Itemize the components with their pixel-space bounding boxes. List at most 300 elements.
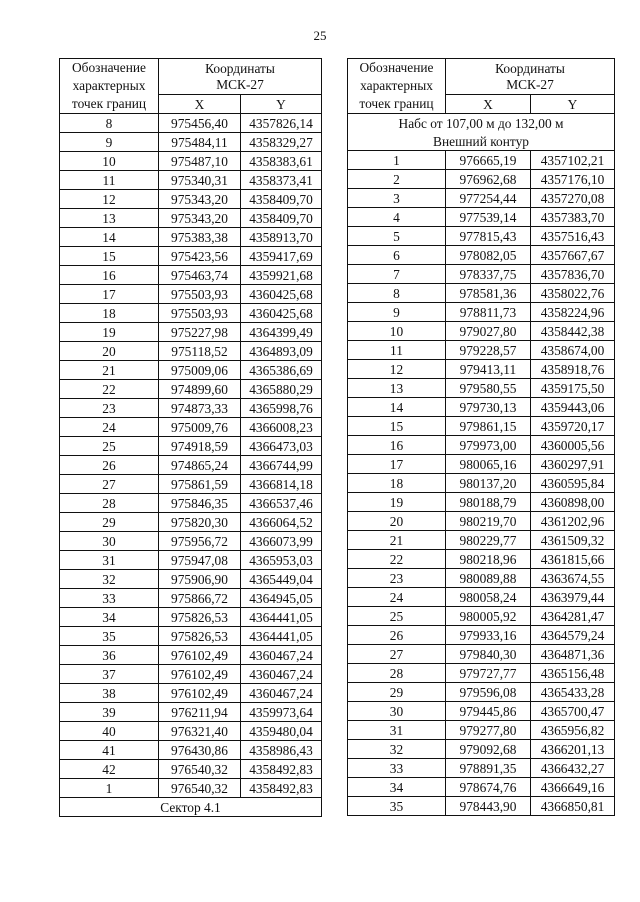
x-coordinate: 975456,40 bbox=[159, 114, 241, 133]
x-header: X bbox=[446, 95, 531, 114]
x-coordinate: 976540,32 bbox=[159, 779, 241, 798]
y-coordinate: 4360297,91 bbox=[531, 455, 615, 474]
y-coordinate: 4366850,81 bbox=[531, 797, 615, 816]
table-row bbox=[348, 607, 615, 626]
y-coordinate: 4357836,70 bbox=[531, 265, 615, 284]
coordinates-header: Координаты МСК-27 bbox=[446, 59, 615, 95]
y-coordinate: 4360425,68 bbox=[241, 285, 322, 304]
x-coordinate: 980219,70 bbox=[446, 512, 531, 531]
table-row bbox=[60, 627, 322, 646]
point-number: 34 bbox=[348, 778, 446, 797]
point-number: 10 bbox=[60, 152, 159, 171]
table-row bbox=[60, 570, 322, 589]
point-number: 35 bbox=[60, 627, 159, 646]
y-coordinate: 4364441,05 bbox=[241, 608, 322, 627]
table-row bbox=[348, 417, 615, 436]
y-coordinate: 4359175,50 bbox=[531, 379, 615, 398]
point-number: 28 bbox=[348, 664, 446, 683]
x-coordinate: 980229,77 bbox=[446, 531, 531, 550]
x-coordinate: 976102,49 bbox=[159, 684, 241, 703]
y-coordinate: 4365156,48 bbox=[531, 664, 615, 683]
point-number: 38 bbox=[60, 684, 159, 703]
x-coordinate: 979973,00 bbox=[446, 436, 531, 455]
table-row bbox=[60, 266, 322, 285]
point-number: 8 bbox=[348, 284, 446, 303]
point-number: 25 bbox=[348, 607, 446, 626]
table-row bbox=[348, 398, 615, 417]
x-coordinate: 980218,96 bbox=[446, 550, 531, 569]
table-row bbox=[348, 170, 615, 189]
table-row bbox=[60, 285, 322, 304]
y-coordinate: 4358492,83 bbox=[241, 760, 322, 779]
x-coordinate: 976665,19 bbox=[446, 151, 531, 170]
y-coordinate: 4357516,43 bbox=[531, 227, 615, 246]
table-row bbox=[60, 532, 322, 551]
point-number: 24 bbox=[60, 418, 159, 437]
x-coordinate: 979840,30 bbox=[446, 645, 531, 664]
point-number: 33 bbox=[348, 759, 446, 778]
point-number: 17 bbox=[348, 455, 446, 474]
y-coordinate: 4364945,05 bbox=[241, 589, 322, 608]
x-coordinate: 978811,73 bbox=[446, 303, 531, 322]
point-number: 34 bbox=[60, 608, 159, 627]
x-coordinate: 978674,76 bbox=[446, 778, 531, 797]
point-number: 35 bbox=[348, 797, 446, 816]
table-row bbox=[60, 494, 322, 513]
point-number: 20 bbox=[348, 512, 446, 531]
x-coordinate: 975009,06 bbox=[159, 361, 241, 380]
table-row bbox=[348, 246, 615, 265]
point-number: 5 bbox=[348, 227, 446, 246]
right-table-body bbox=[348, 114, 615, 816]
sector-footer: Сектор 4.1 bbox=[60, 798, 322, 817]
y-coordinate: 4359921,68 bbox=[241, 266, 322, 285]
left-table-body bbox=[60, 114, 322, 798]
x-coordinate: 979861,15 bbox=[446, 417, 531, 436]
table-row bbox=[348, 531, 615, 550]
table-row bbox=[60, 608, 322, 627]
x-coordinate: 975343,20 bbox=[159, 190, 241, 209]
y-coordinate: 4364893,09 bbox=[241, 342, 322, 361]
table-row bbox=[348, 569, 615, 588]
point-number: 19 bbox=[60, 323, 159, 342]
x-coordinate: 976962,68 bbox=[446, 170, 531, 189]
point-number: 22 bbox=[60, 380, 159, 399]
y-coordinate: 4358409,70 bbox=[241, 209, 322, 228]
table-row bbox=[348, 550, 615, 569]
table-row bbox=[60, 228, 322, 247]
table-row bbox=[60, 665, 322, 684]
table-row bbox=[348, 303, 615, 322]
point-number: 23 bbox=[60, 399, 159, 418]
point-number: 14 bbox=[348, 398, 446, 417]
y-coordinate: 4365998,76 bbox=[241, 399, 322, 418]
table-row bbox=[60, 513, 322, 532]
point-number: 27 bbox=[348, 645, 446, 664]
table-row bbox=[60, 456, 322, 475]
point-number: 23 bbox=[348, 569, 446, 588]
x-coordinate: 974918,59 bbox=[159, 437, 241, 456]
table-row bbox=[348, 740, 615, 759]
point-number: 3 bbox=[348, 189, 446, 208]
y-coordinate: 4364441,05 bbox=[241, 627, 322, 646]
x-coordinate: 977539,14 bbox=[446, 208, 531, 227]
table-row bbox=[348, 645, 615, 664]
table-row bbox=[348, 379, 615, 398]
y-coordinate: 4363979,44 bbox=[531, 588, 615, 607]
x-header: X bbox=[159, 95, 241, 114]
y-coordinate: 4361509,32 bbox=[531, 531, 615, 550]
x-coordinate: 975227,98 bbox=[159, 323, 241, 342]
table-row bbox=[348, 151, 615, 170]
table-row bbox=[348, 664, 615, 683]
x-coordinate: 974873,33 bbox=[159, 399, 241, 418]
table-row bbox=[60, 646, 322, 665]
table-row bbox=[348, 341, 615, 360]
x-coordinate: 975118,52 bbox=[159, 342, 241, 361]
y-coordinate: 4365449,04 bbox=[241, 570, 322, 589]
table-row bbox=[60, 741, 322, 760]
point-number: 15 bbox=[60, 247, 159, 266]
y-coordinate: 4357176,10 bbox=[531, 170, 615, 189]
point-number: 16 bbox=[348, 436, 446, 455]
coordinates-table-right bbox=[347, 58, 615, 816]
point-number: 30 bbox=[60, 532, 159, 551]
x-coordinate: 977254,44 bbox=[446, 189, 531, 208]
x-coordinate: 975956,72 bbox=[159, 532, 241, 551]
table-row bbox=[348, 721, 615, 740]
point-number: 19 bbox=[348, 493, 446, 512]
point-number: 4 bbox=[348, 208, 446, 227]
x-coordinate: 975503,93 bbox=[159, 304, 241, 323]
y-coordinate: 4360425,68 bbox=[241, 304, 322, 323]
x-coordinate: 976211,94 bbox=[159, 703, 241, 722]
x-coordinate: 976430,86 bbox=[159, 741, 241, 760]
point-number: 36 bbox=[60, 646, 159, 665]
point-number: 32 bbox=[348, 740, 446, 759]
y-coordinate: 4360467,24 bbox=[241, 684, 322, 703]
y-coordinate: 4357826,14 bbox=[241, 114, 322, 133]
table-row bbox=[348, 265, 615, 284]
y-coordinate: 4360467,24 bbox=[241, 646, 322, 665]
y-coordinate: 4358022,76 bbox=[531, 284, 615, 303]
table-row bbox=[60, 323, 322, 342]
table-row bbox=[60, 589, 322, 608]
point-number: 10 bbox=[348, 322, 446, 341]
point-number: 21 bbox=[60, 361, 159, 380]
table-row bbox=[60, 722, 322, 741]
table-row bbox=[348, 759, 615, 778]
table-row bbox=[348, 360, 615, 379]
x-coordinate: 980058,24 bbox=[446, 588, 531, 607]
point-number: 26 bbox=[60, 456, 159, 475]
point-number: 33 bbox=[60, 589, 159, 608]
x-coordinate: 979596,08 bbox=[446, 683, 531, 702]
point-number: 28 bbox=[60, 494, 159, 513]
y-coordinate: 4357270,08 bbox=[531, 189, 615, 208]
x-coordinate: 979092,68 bbox=[446, 740, 531, 759]
point-number: 27 bbox=[60, 475, 159, 494]
y-coordinate: 4358918,76 bbox=[531, 360, 615, 379]
point-number: 1 bbox=[60, 779, 159, 798]
y-coordinate: 4364399,49 bbox=[241, 323, 322, 342]
x-coordinate: 974899,60 bbox=[159, 380, 241, 399]
table-row bbox=[60, 475, 322, 494]
y-coordinate: 4360467,24 bbox=[241, 665, 322, 684]
point-number: 20 bbox=[60, 342, 159, 361]
point-number: 2 bbox=[348, 170, 446, 189]
x-coordinate: 978891,35 bbox=[446, 759, 531, 778]
y-coordinate: 4366008,23 bbox=[241, 418, 322, 437]
point-number: 16 bbox=[60, 266, 159, 285]
table-row bbox=[348, 208, 615, 227]
y-coordinate: 4358674,00 bbox=[531, 341, 615, 360]
point-label-header: Обозначение характерных точек границ bbox=[60, 59, 159, 114]
x-coordinate: 979027,80 bbox=[446, 322, 531, 341]
point-number: 22 bbox=[348, 550, 446, 569]
y-coordinate: 4366744,99 bbox=[241, 456, 322, 475]
coordinates-header: Координаты МСК-27 bbox=[159, 59, 322, 95]
table-row bbox=[348, 436, 615, 455]
y-coordinate: 4359973,64 bbox=[241, 703, 322, 722]
table-row bbox=[60, 152, 322, 171]
table-row bbox=[348, 322, 615, 341]
point-number: 9 bbox=[348, 303, 446, 322]
x-coordinate: 975826,53 bbox=[159, 627, 241, 646]
y-coordinate: 4358409,70 bbox=[241, 190, 322, 209]
point-number: 42 bbox=[60, 760, 159, 779]
x-coordinate: 975484,11 bbox=[159, 133, 241, 152]
table-row bbox=[60, 779, 322, 798]
x-coordinate: 975340,31 bbox=[159, 171, 241, 190]
y-coordinate: 4358329,27 bbox=[241, 133, 322, 152]
table-row bbox=[348, 455, 615, 474]
y-coordinate: 4366432,27 bbox=[531, 759, 615, 778]
x-coordinate: 979228,57 bbox=[446, 341, 531, 360]
point-number: 41 bbox=[60, 741, 159, 760]
y-coordinate: 4359417,69 bbox=[241, 247, 322, 266]
table-row bbox=[348, 284, 615, 303]
table-row bbox=[60, 399, 322, 418]
x-coordinate: 975503,93 bbox=[159, 285, 241, 304]
y-coordinate: 4366473,03 bbox=[241, 437, 322, 456]
point-number: 11 bbox=[60, 171, 159, 190]
y-coordinate: 4366814,18 bbox=[241, 475, 322, 494]
table-row bbox=[348, 778, 615, 797]
x-coordinate: 975463,74 bbox=[159, 266, 241, 285]
table-row bbox=[348, 512, 615, 531]
subsection-title: Внешний контур bbox=[348, 132, 615, 151]
table-row bbox=[60, 760, 322, 779]
coordinates-table-left bbox=[59, 58, 322, 817]
table-row bbox=[60, 133, 322, 152]
point-number: 6 bbox=[348, 246, 446, 265]
x-coordinate: 976321,40 bbox=[159, 722, 241, 741]
x-coordinate: 979933,16 bbox=[446, 626, 531, 645]
table-row bbox=[60, 703, 322, 722]
table-row bbox=[348, 588, 615, 607]
point-label-header: Обозначение характерных точек границ bbox=[348, 59, 446, 114]
page-number: 25 bbox=[313, 28, 327, 43]
point-number: 11 bbox=[348, 341, 446, 360]
y-coordinate: 4358442,38 bbox=[531, 322, 615, 341]
x-coordinate: 979445,86 bbox=[446, 702, 531, 721]
y-coordinate: 4361815,66 bbox=[531, 550, 615, 569]
point-number: 40 bbox=[60, 722, 159, 741]
point-number: 1 bbox=[348, 151, 446, 170]
y-coordinate: 4358986,43 bbox=[241, 741, 322, 760]
x-coordinate: 980065,16 bbox=[446, 455, 531, 474]
point-number: 29 bbox=[348, 683, 446, 702]
x-coordinate: 976102,49 bbox=[159, 646, 241, 665]
y-coordinate: 4366537,46 bbox=[241, 494, 322, 513]
y-coordinate: 4357102,21 bbox=[531, 151, 615, 170]
x-coordinate: 976102,49 bbox=[159, 665, 241, 684]
table-row bbox=[348, 493, 615, 512]
y-coordinate: 4366073,99 bbox=[241, 532, 322, 551]
point-number: 9 bbox=[60, 133, 159, 152]
point-number: 26 bbox=[348, 626, 446, 645]
section-title: Набс от 107,00 м до 132,00 м bbox=[348, 114, 615, 133]
y-coordinate: 4366201,13 bbox=[531, 740, 615, 759]
y-coordinate: 4360898,00 bbox=[531, 493, 615, 512]
y-coordinate: 4358224,96 bbox=[531, 303, 615, 322]
y-coordinate: 4357667,67 bbox=[531, 246, 615, 265]
y-coordinate: 4366649,16 bbox=[531, 778, 615, 797]
point-number: 39 bbox=[60, 703, 159, 722]
table-row bbox=[60, 684, 322, 703]
table-row bbox=[60, 209, 322, 228]
point-number: 18 bbox=[348, 474, 446, 493]
point-number: 12 bbox=[60, 190, 159, 209]
point-number: 32 bbox=[60, 570, 159, 589]
y-coordinate: 4361202,96 bbox=[531, 512, 615, 531]
x-coordinate: 977815,43 bbox=[446, 227, 531, 246]
table-row bbox=[348, 227, 615, 246]
x-coordinate: 975487,10 bbox=[159, 152, 241, 171]
y-coordinate: 4360595,84 bbox=[531, 474, 615, 493]
x-coordinate: 978443,90 bbox=[446, 797, 531, 816]
y-coordinate: 4366064,52 bbox=[241, 513, 322, 532]
table-row bbox=[60, 304, 322, 323]
point-number: 30 bbox=[348, 702, 446, 721]
y-coordinate: 4365386,69 bbox=[241, 361, 322, 380]
x-coordinate: 979277,80 bbox=[446, 721, 531, 740]
table-row bbox=[60, 342, 322, 361]
table-row bbox=[348, 626, 615, 645]
y-header: Y bbox=[241, 95, 322, 114]
point-number: 25 bbox=[60, 437, 159, 456]
table-row bbox=[60, 380, 322, 399]
table-row bbox=[60, 247, 322, 266]
x-coordinate: 980137,20 bbox=[446, 474, 531, 493]
x-coordinate: 975846,35 bbox=[159, 494, 241, 513]
point-number: 17 bbox=[60, 285, 159, 304]
y-coordinate: 4358492,83 bbox=[241, 779, 322, 798]
x-coordinate: 976540,32 bbox=[159, 760, 241, 779]
table-row bbox=[348, 189, 615, 208]
y-coordinate: 4359480,04 bbox=[241, 722, 322, 741]
x-coordinate: 979413,11 bbox=[446, 360, 531, 379]
y-coordinate: 4359443,06 bbox=[531, 398, 615, 417]
x-coordinate: 979727,77 bbox=[446, 664, 531, 683]
table-row bbox=[348, 702, 615, 721]
point-number: 13 bbox=[348, 379, 446, 398]
x-coordinate: 978337,75 bbox=[446, 265, 531, 284]
x-coordinate: 980089,88 bbox=[446, 569, 531, 588]
y-coordinate: 4365700,47 bbox=[531, 702, 615, 721]
x-coordinate: 975947,08 bbox=[159, 551, 241, 570]
x-coordinate: 979580,55 bbox=[446, 379, 531, 398]
table-row bbox=[60, 437, 322, 456]
x-coordinate: 975906,90 bbox=[159, 570, 241, 589]
table-row bbox=[60, 114, 322, 133]
table-row bbox=[60, 190, 322, 209]
y-coordinate: 4365956,82 bbox=[531, 721, 615, 740]
y-coordinate: 4365880,29 bbox=[241, 380, 322, 399]
y-coordinate: 4364871,36 bbox=[531, 645, 615, 664]
y-header: Y bbox=[531, 95, 615, 114]
point-number: 29 bbox=[60, 513, 159, 532]
x-coordinate: 975826,53 bbox=[159, 608, 241, 627]
y-coordinate: 4364579,24 bbox=[531, 626, 615, 645]
x-coordinate: 975343,20 bbox=[159, 209, 241, 228]
x-coordinate: 975423,56 bbox=[159, 247, 241, 266]
table-row bbox=[60, 551, 322, 570]
point-number: 37 bbox=[60, 665, 159, 684]
x-coordinate: 975820,30 bbox=[159, 513, 241, 532]
y-coordinate: 4365953,03 bbox=[241, 551, 322, 570]
x-coordinate: 975866,72 bbox=[159, 589, 241, 608]
y-coordinate: 4357383,70 bbox=[531, 208, 615, 227]
point-number: 24 bbox=[348, 588, 446, 607]
point-number: 12 bbox=[348, 360, 446, 379]
y-coordinate: 4358913,70 bbox=[241, 228, 322, 247]
point-number: 14 bbox=[60, 228, 159, 247]
table-row bbox=[60, 418, 322, 437]
x-coordinate: 978581,36 bbox=[446, 284, 531, 303]
y-coordinate: 4364281,47 bbox=[531, 607, 615, 626]
x-coordinate: 975383,38 bbox=[159, 228, 241, 247]
y-coordinate: 4363674,55 bbox=[531, 569, 615, 588]
table-row bbox=[60, 361, 322, 380]
point-number: 31 bbox=[348, 721, 446, 740]
x-coordinate: 974865,24 bbox=[159, 456, 241, 475]
y-coordinate: 4365433,28 bbox=[531, 683, 615, 702]
point-number: 31 bbox=[60, 551, 159, 570]
table-row bbox=[348, 683, 615, 702]
table-row bbox=[348, 474, 615, 493]
x-coordinate: 979730,13 bbox=[446, 398, 531, 417]
x-coordinate: 975861,59 bbox=[159, 475, 241, 494]
y-coordinate: 4358373,41 bbox=[241, 171, 322, 190]
point-number: 13 bbox=[60, 209, 159, 228]
point-number: 18 bbox=[60, 304, 159, 323]
point-number: 21 bbox=[348, 531, 446, 550]
point-number: 15 bbox=[348, 417, 446, 436]
x-coordinate: 978082,05 bbox=[446, 246, 531, 265]
point-number: 8 bbox=[60, 114, 159, 133]
table-row bbox=[60, 171, 322, 190]
x-coordinate: 980005,92 bbox=[446, 607, 531, 626]
x-coordinate: 975009,76 bbox=[159, 418, 241, 437]
y-coordinate: 4360005,56 bbox=[531, 436, 615, 455]
x-coordinate: 980188,79 bbox=[446, 493, 531, 512]
y-coordinate: 4358383,61 bbox=[241, 152, 322, 171]
point-number: 7 bbox=[348, 265, 446, 284]
table-row bbox=[348, 797, 615, 816]
y-coordinate: 4359720,17 bbox=[531, 417, 615, 436]
